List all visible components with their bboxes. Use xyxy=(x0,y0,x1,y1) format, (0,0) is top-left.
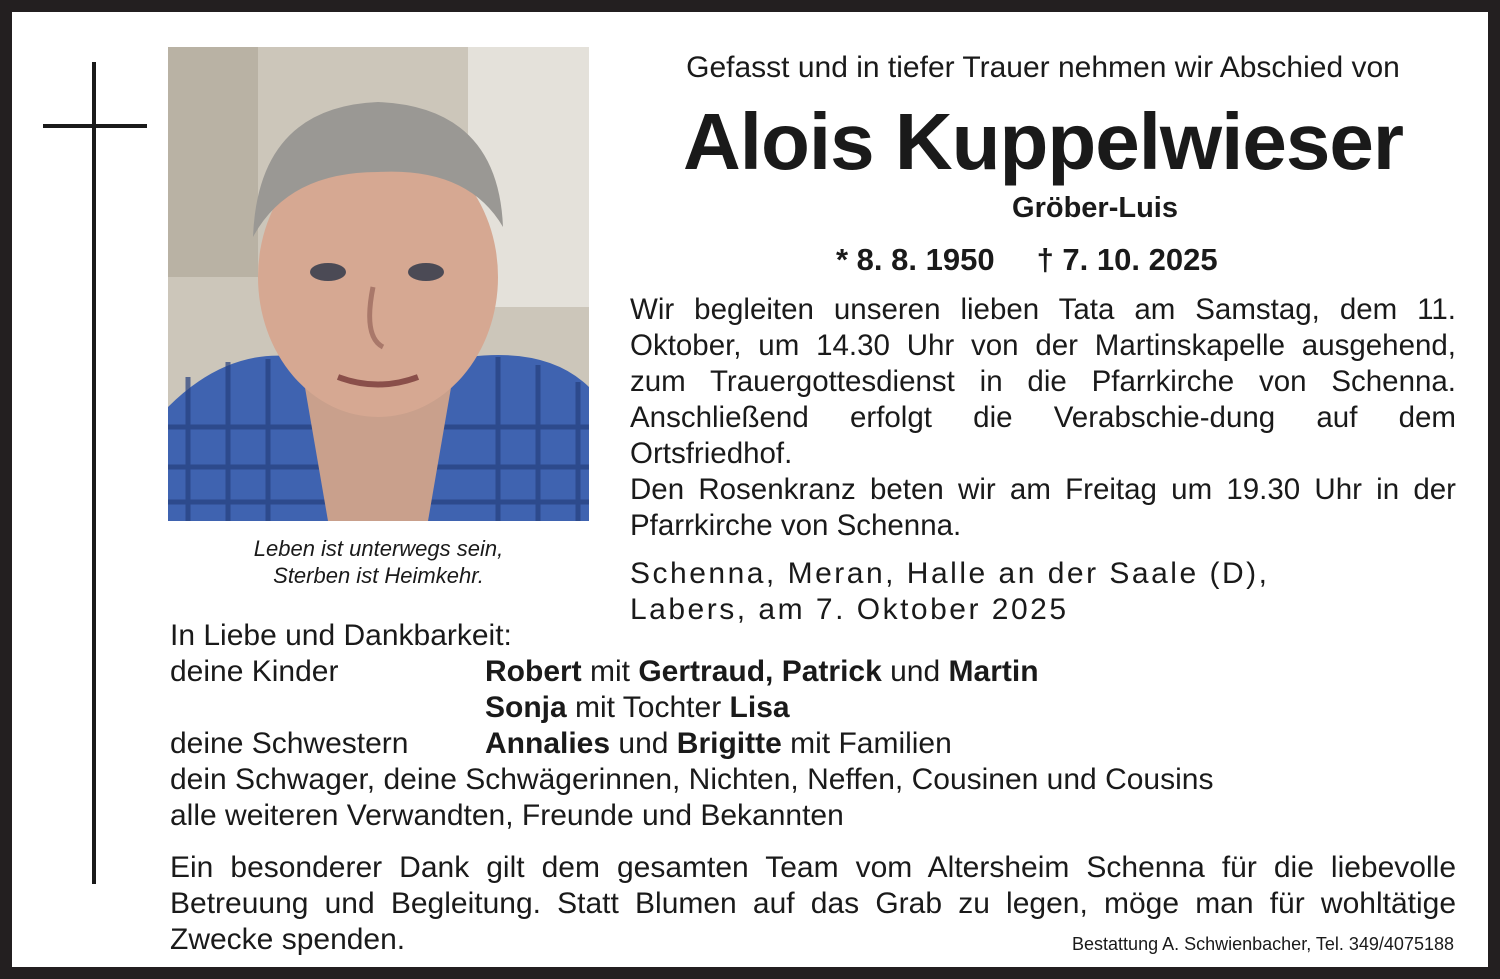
funeral-details xyxy=(630,292,1456,544)
children-row xyxy=(170,654,1470,690)
deceased-nickname: Gröber-Luis xyxy=(1012,192,1178,224)
children-names: Robert mit Gertraud, Patrick und Martin xyxy=(485,655,1039,688)
death-date: † 7. 10. 2025 xyxy=(1036,242,1218,277)
cross-horizontal-bar xyxy=(43,124,147,128)
thanks-text: Ein besonderer Dank gilt dem gesamten Team vom Altersheim Schenna für die liebevolle Betreuung und Begleitung. Statt Blumen auf das Grab zu legen, möge man für wohltätige Zwecke spenden. xyxy=(170,851,1456,956)
children-label: deine Kinder xyxy=(170,655,339,688)
sisters-names: Annalies und Brigitte mit Familien xyxy=(485,727,952,760)
undertaker-credit: Bestattung A. Schwienbacher, Tel. 349/4075188 xyxy=(1072,934,1454,954)
place-line-1: Schenna, Meran, Halle an der Saale (D), xyxy=(630,557,1270,590)
intro-line: Gefasst und in tiefer Trauer nehmen wir Abschied von xyxy=(686,51,1400,84)
others-row: alle weiteren Verwandten, Freunde und Bekannten xyxy=(170,799,844,832)
cross-vertical-bar xyxy=(92,62,96,884)
relatives-row: dein Schwager, deine Schwägerinnen, Nichten, Neffen, Cousinen und Cousins xyxy=(170,763,1214,796)
deceased-name: Alois Kuppelwieser xyxy=(683,97,1403,186)
birth-date: * 8. 8. 1950 xyxy=(836,242,995,277)
rosary-paragraph: Den Rosenkranz beten wir am Freitag um 19.30 Uhr in der Pfarrkirche von Schenna. xyxy=(630,473,1456,542)
life-dates xyxy=(836,240,1218,280)
caption-line-2: Sterben ist Heimkehr. xyxy=(273,563,484,588)
photo-caption xyxy=(168,535,589,589)
portrait-photo xyxy=(168,47,589,521)
children-row-2 xyxy=(170,690,1470,726)
mourners-list xyxy=(170,618,1470,834)
caption-line-1: Leben ist unterwegs sein, xyxy=(253,536,504,561)
sisters-row xyxy=(170,726,1470,762)
sisters-label: deine Schwestern xyxy=(170,727,409,760)
funeral-paragraph: Wir begleiten unseren lieben Tata am Samstag, dem 11. Oktober, um 14.30 Uhr von der Martinskapelle ausgehend, zum Trauergottesdienst in die Pfarrkirche von Schenna. Anschließend erfolgt die Verabschie-dung auf dem Ortsfriedhof. xyxy=(630,293,1456,470)
place-line-2: Labers, am 7. Oktober 2025 xyxy=(630,593,1069,626)
mourners-heading: In Liebe und Dankbarkeit: xyxy=(170,619,512,652)
children-names-2: Sonja mit Tochter Lisa xyxy=(485,691,790,724)
